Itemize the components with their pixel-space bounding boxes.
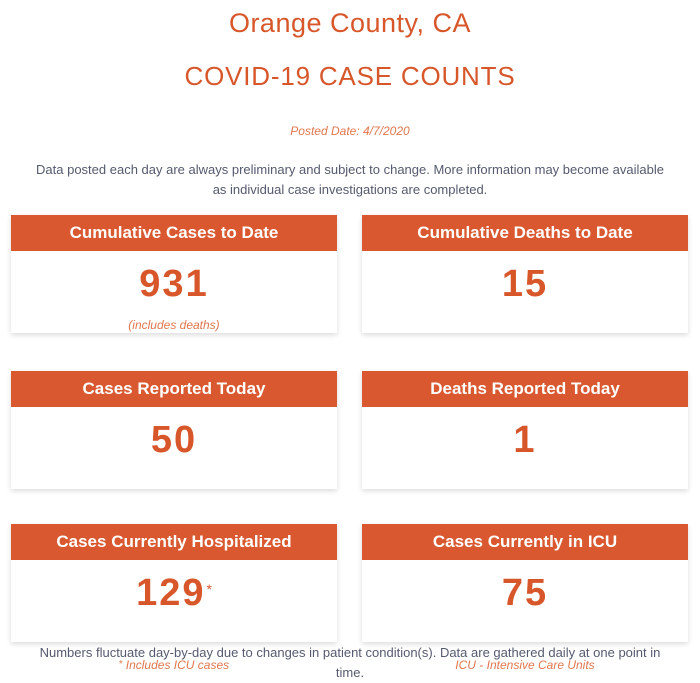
card-value: 1 [513, 419, 537, 461]
card-title: Cases Reported Today [11, 371, 337, 407]
county-title: Orange County, CA [228, 8, 472, 38]
footer-line-1: Numbers fluctuate day-by-day due to changes in patient condition(s). Data are gathered daily at one point in [39, 645, 661, 660]
card-value: 15 [501, 263, 549, 305]
card-icu [362, 524, 688, 672]
footnote-marker: * [118, 659, 123, 670]
page-title: COVID-19 CASE COUNTS [184, 61, 516, 91]
card-value: 75 [501, 572, 549, 614]
footer-text [0, 643, 700, 683]
footnote-marker: * [206, 581, 212, 597]
card-cumulative-cases [11, 215, 337, 333]
card-title: Cases Currently in ICU [362, 524, 688, 560]
card-deaths-today [362, 371, 688, 489]
card-value [11, 570, 337, 616]
intro-line-1: Data posted each day are always preliminary and subject to change. More information may become available [36, 162, 664, 177]
card-note: ICU - Intensive Care Units [455, 658, 595, 672]
card-cases-today [11, 371, 337, 489]
card-title: Deaths Reported Today [362, 371, 688, 407]
card-note: (includes deaths) [128, 318, 220, 332]
posted-date: Posted Date: 4/7/2020 [290, 124, 410, 138]
card-title: Cases Currently Hospitalized [11, 524, 337, 560]
card-value: 50 [150, 419, 198, 461]
card-hospitalized [11, 524, 337, 672]
intro-text [0, 160, 700, 200]
card-cumulative-deaths [362, 215, 688, 333]
intro-line-2: as individual case investigations are completed. [212, 182, 488, 197]
card-title: Cumulative Deaths to Date [362, 215, 688, 251]
card-title: Cumulative Cases to Date [11, 215, 337, 251]
card-value: 931 [139, 263, 209, 305]
card-note-text: Includes ICU cases [125, 658, 230, 672]
card-value-number: 129 [136, 572, 206, 614]
footer-line-2: time. [335, 665, 365, 680]
